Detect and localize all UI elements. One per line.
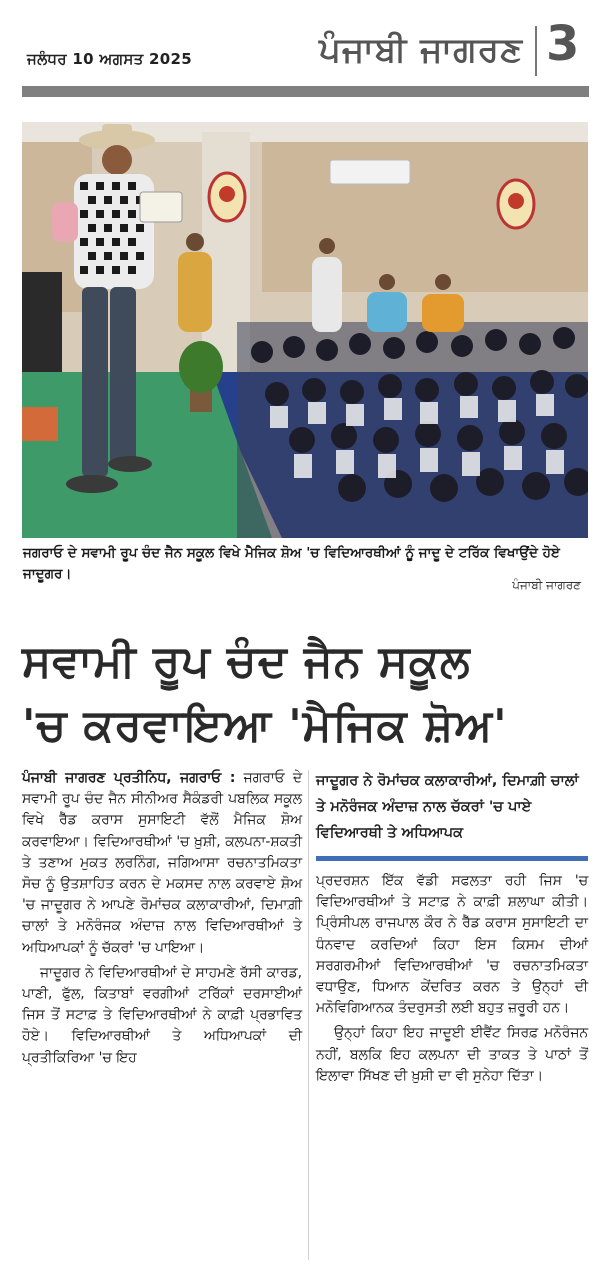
headline: [22, 630, 588, 758]
article-paragraph-2: ਜਾਦੂਗਰ ਨੇ ਵਿਦਿਆਰਥੀਆਂ ਦੇ ਸਾਹਮਣੇ ਰੱਸੀ ਕਾਰਡ, ਪਾਣੀ, ਫੁੱਲ, ਕਿਤਾਬਾਂ ਵਰਗੀਆਂ ਟਰਿੱਕਾਂ ਦਰਸਾਈਆਂ ਜਿਸ ਤੋਂ ਸਟਾਫ਼ ਤੇ ਵਿਦਿਆਰਥੀਆਂ ਨੇ ਕਾਫ਼ੀ ਪ੍ਰਭਾਵਿਤ ਹੋਏ। ਵਿਦਿਆਰਥੀਆਂ ਤੇ ਅਧਿਆਪਕਾਂ ਦੀ ਪ੍ਰਤੀਕਿਰਿਆ 'ਚ ਇਹ: [22, 964, 302, 1066]
photo-credit: ਪੰਜਾਬੀ ਜਾਗਰਣ: [512, 578, 581, 592]
masthead: [0, 0, 595, 96]
dateline: ਜਲੰਧਰ 10 ਅਗਸਤ 2025: [27, 50, 193, 68]
article-paragraph-1: [22, 768, 302, 959]
students-crowd: [237, 322, 588, 538]
news-photo: [22, 122, 588, 538]
school-emblem-left: [209, 173, 245, 221]
photo-caption: ਜਗਰਾਓ ਦੇ ਸਵਾਮੀ ਰੂਪ ਚੰਦ ਜੈਨ ਸਕੂਲ ਵਿਖੇ ਮੈਜਿਕ ਸ਼ੋਅ 'ਚ ਵਿਦਿਆਰਥੀਆਂ ਨੂੰ ਜਾਦੂ ਦੇ ਟਰਿੱਕ ਵਿਖਾਉਂਦੇ ਹੋਏ ਜਾਦੂਗਰ।: [23, 545, 560, 582]
headline-line-1: ਸਵਾਮੀ ਰੂਪ ਚੰਦ ਜੈਨ ਸਕੂਲ: [22, 636, 471, 687]
school-emblem-right: [498, 180, 534, 228]
article-column-left: [22, 768, 302, 1069]
air-conditioner: [330, 160, 410, 184]
window: [22, 272, 62, 382]
photo-scene: [22, 122, 588, 538]
headline-line-2: 'ਚ ਕਰਵਾਇਆ 'ਮੈਜਿਕ ਸ਼ੋਅ': [22, 700, 508, 751]
article-paragraph-3: ਪ੍ਰਦਰਸ਼ਨ ਇੱਕ ਵੱਡੀ ਸਫਲਤਾ ਰਹੀ ਜਿਸ 'ਚ ਵਿਦਿਆਰਥੀਆਂ ਤੇ ਸਟਾਫ਼ ਨੇ ਕਾਫ਼ੀ ਸ਼ਲਾਘਾ ਕੀਤੀ। ਪ੍ਰਿੰਸੀਪਲ ਰਾਜਪਾਲ ਕੌਰ ਨੇ ਰੈੱਡ ਕਰਾਸ ਸੁਸਾਇਟੀ ਦਾ ਧੰਨਵਾਦ ਕਰਦਿਆਂ ਕਿਹਾ ਇਸ ਕਿਸਮ ਦੀਆਂ ਸਰਗਰਮੀਆਂ ਵਿਦਿਆਰਥੀਆਂ 'ਚ ਰਚਨਾਤਮਿਕਤਾ ਵਧਾਉਣ, ਧਿਆਨ ਕੇਂਦਰਿਤ ਕਰਨ ਤੇ ਉਨ੍ਹਾਂ ਦੀ ਮਨੋਵਿਗਿਆਨਕ ਤੰਦਰੁਸਤੀ ਲਈ ਬਹੁਤ ਜ਼ਰੂਰੀ ਹਨ।: [316, 873, 588, 1017]
article-paragraph-4: ਉਨ੍ਹਾਂ ਕਿਹਾ ਇਹ ਜਾਦੂਈ ਈਵੈਂਟ ਸਿਰਫ਼ ਮਨੋਰੰਜਨ ਨਹੀਂ, ਬਲਕਿ ਇਹ ਕਲਪਨਾ ਦੀ ਤਾਕਤ ਤੇ ਪਾਠਾਂ ਤੋਂ ਇਲਾਵਾ ਸਿੱਖਣ ਦੀ ਖ਼ੁਸ਼ੀ ਦਾ ਵੀ ਸੁਨੇਹਾ ਦਿੱਤਾ।: [316, 1025, 588, 1084]
masthead-divider: [535, 26, 537, 76]
masthead-rule: [22, 86, 589, 97]
stage-props: [22, 407, 58, 441]
article-column-right: [316, 768, 588, 1087]
paragraph-1-text: ਜਗਰਾਓ ਦੇ ਸਵਾਮੀ ਰੂਪ ਚੰਦ ਜੈਨ ਸੀਨੀਅਰ ਸੈਕੰਡਰੀ ਪਬਲਿਕ ਸਕੂਲ ਵਿਖੇ ਰੈੱਡ ਕਰਾਸ ਸੁਸਾਇਟੀ ਵੱਲੋਂ ਮੈਜਿਕ ਸ਼ੋਅ ਕਰਵਾਇਆ। ਵਿਦਿਆਰਥੀਆਂ 'ਚ ਖ਼ੁਸ਼ੀ, ਕਲਪਨਾ-ਸ਼ਕਤੀ ਤੇ ਤਣਾਅ ਮੁਕਤ ਲਰਨਿੰਗ, ਜਗਿਆਸਾ ਰਚਨਾਤਮਿਕਤਾ ਸੋਚ ਨੂੰ ਉਤਸ਼ਾਹਿਤ ਕਰਨ ਦੇ ਮਕਸਦ ਨਾਲ ਕਰਵਾਏ ਸ਼ੋਅ 'ਚ ਜਾਦੂਗਰ ਨੇ ਆਪਣੇ ਰੋਮਾਂਚਕ ਕਲਾਕਾਰੀਆਂ, ਦਿਮਾਗ਼ੀ ਚਾਲਾਂ ਤੇ ਮਨੋਰੰਜਕ ਅੰਦਾਜ਼ ਨਾਲ ਵਿਦਿਆਰਥੀਆਂ ਤੇ ਅਧਿਆਪਕਾਂ ਨੂੰ ਚੱਕਰਾਂ 'ਚ ਪਾਇਆ।: [22, 770, 303, 956]
subheadline: ਜਾਦੂਗਰ ਨੇ ਰੋਮਾਂਚਕ ਕਲਾਕਾਰੀਆਂ, ਦਿਮਾਗ਼ੀ ਚਾਲਾਂ ਤੇ ਮਨੋਰੰਜਕ ਅੰਦਾਜ਼ ਨਾਲ ਚੱਕਰਾਂ 'ਚ ਪਾਏ ਵਿਦਿਆਰਥੀ ਤੇ ਅਧਿਆਪਕ: [316, 773, 579, 841]
byline: ਪੰਜਾਬੀ ਜਾਗਰਣ ਪ੍ਰਤੀਨਿਧ, ਜਗਰਾਓ :: [22, 770, 236, 786]
column-divider: [308, 770, 309, 1260]
newspaper-logo: ਪੰਜਾਬੀ ਜਾਗਰਣ: [319, 30, 523, 70]
page-number: 3: [546, 16, 580, 72]
subheadline-rule: [316, 856, 588, 861]
